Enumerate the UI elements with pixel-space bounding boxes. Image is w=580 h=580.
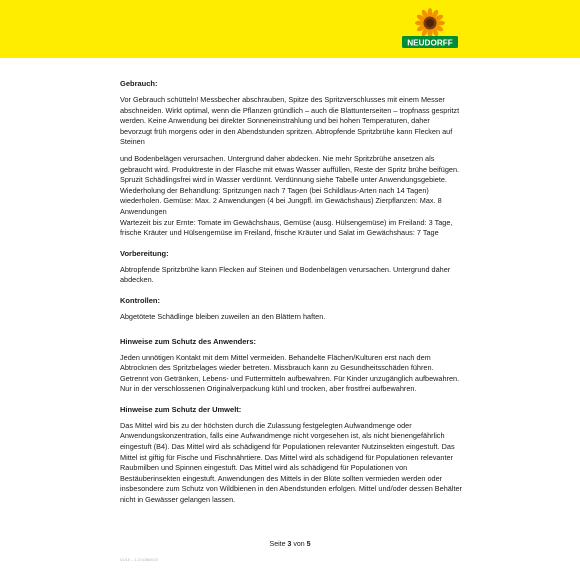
paragraph: Wartezeit bis zur Ernte: Tomate im Gewächshaus, Gemüse (ausg. Hülsengemüse) im Freiland: 3 Tage, frische Kräuter und Hülsengemüse im Freiland, frische Kräuter und Salat im Gewächshaus: 7 Tage [120,217,453,238]
paragraph: Vor Gebrauch schütteln! Messbecher abschrauben, Spitze des Spritzverschlusses mit einem Messer abschneiden. Wirkt optimal, wenn die Pflanzen gründlich – auch die Blattunterseiten – tropfnass gespritzt werden. Keine Anwendung bei direkter Sonneneinstrahlung und bei hohen Temperaturen, daher bevorzugt früh morgens oder in den Abendstunden spritzen. Abtropfende Spritzbrühe kann Flecken auf Steinen [120,95,460,147]
paragraph: Abtropfende Spritzbrühe kann Flecken auf Steinen und Bodenbelägen verursachen. Untergrund daher abdecken. [120,264,451,285]
footer-middle: von [293,541,305,548]
sunflower-logo-icon [400,8,460,52]
section-gebrauch [120,79,462,239]
header-banner [0,0,580,58]
section-schutz-anwender [120,337,462,395]
current-page-number: 3 [287,541,292,548]
document-id: 01/15 – 1.2/1086/015 [120,557,158,562]
section-kontrollen [120,296,462,323]
neudorff-logo [400,8,460,52]
paragraph: Wiederholung der Behandlung: Spritzungen nach 7 Tagen (bei Schildlaus-Arten nach 14 Tagen) wiederholen. Gemüse: Max. 2 Anwendungen (4 bei Jungpfl. im Gewächshaus) Zierpflanzen: Max. 8 Anwendungen [120,185,442,216]
section-heading: Vorbereitung: [120,248,169,258]
paragraph: Jeden unnötigen Kontakt mit dem Mittel vermeiden. Behandelte Flächen/Kulturen erst nach dem Abtrocknen des Spritzbelages wieder betreten. Missbrauch kann zu Gesundheitsschäden führen. Getrennt von Getränken, Lebens- und Futtermitteln aufbewahren. Für Kinder unzugänglich aufbewahren. Nur in der verschlossenen Originalverpackung kühl und trocken, aber frostfrei aufbewahren. [120,352,460,394]
paragraph: Abgetötete Schädlinge bleiben zuweilen an den Blättern haften. [120,311,326,321]
logo-text: NEUDORFF [407,38,453,48]
section-heading: Hinweise zum Schutz der Umwelt: [120,404,242,414]
total-page-number: 5 [306,541,311,548]
document-body [120,79,462,516]
page-footer [0,541,580,548]
paragraph: Das Mittel wird bis zu der höchsten durch die Zulassung festgelegten Aufwandmenge oder Anwendungskonzentration, falls eine Aufwandmenge nicht vorgesehen ist, als nicht bienengefährlich eingestuft (B4). Das Mittel wird als schädigend für Populationen relevanter Nutzinsekten eingestuft. Das Mittel ist giftig für Fische und Fischnährtiere. Das Mittel wird als schädigend für Populationen relevanter Raubmilben und Spinnen eingestuft. Das Mittel wird als schädigend für Populationen von Bestäuberinsekten eingestuft. Anwendungen des Mittels in der Blüte sollten vermieden werden oder insbesondere zum Schutz von Wildbienen in den Abendstunden erfolgen. Mittel und/oder dessen Behälter nicht in Gewässer gelangen lassen. [120,420,462,505]
section-vorbereitung [120,249,462,286]
footer-prefix: Seite [269,541,286,548]
section-heading: Gebrauch: [120,79,158,88]
section-heading: Kontrollen: [120,295,160,305]
paragraph: und Bodenbelägen verursachen. Untergrund daher abdecken. Nie mehr Spritzbrühe ansetzen als gebraucht wird. Produktreste in der Flasche mit etwas Wasser auffüllen, Reste der Spritz brühe beifügen. Spruzit Schädlingsfrei wird in Wasser verdünnt. Verdünnung siehe Tabelle unter Anwendungsgebiete. [120,153,460,185]
section-schutz-umwelt [120,405,462,506]
section-heading: Hinweise zum Schutz des Anwenders: [120,336,256,346]
